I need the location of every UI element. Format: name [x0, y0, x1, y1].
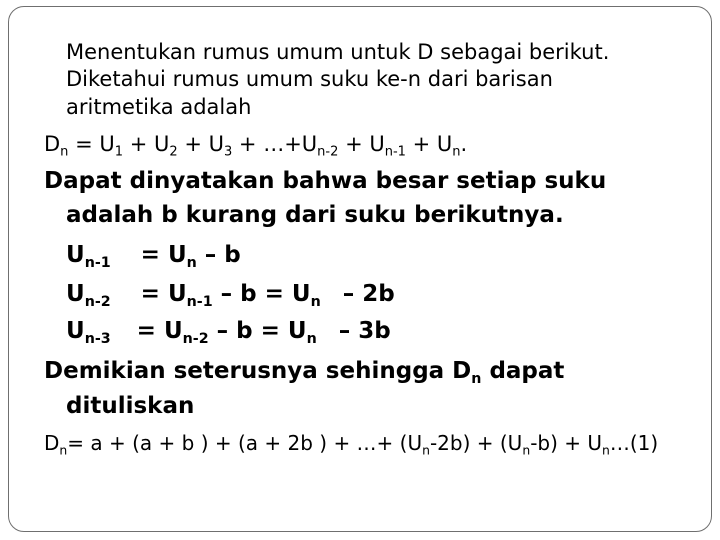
sum-sub-4: n-2 [317, 144, 339, 160]
eq1-u-sub: n-1 [84, 254, 111, 271]
bold-line-3-sub: n [471, 370, 482, 387]
bold-line-2: adalah b kurang dari suku berikutnya. [66, 202, 564, 228]
sum-lhs-sub: n [60, 144, 69, 160]
eq2-u: U [66, 281, 85, 307]
bold-line-1: Dapat dinyatakan bahwa besar setiap suku [44, 168, 607, 194]
eq3-mid: – b = U [208, 318, 307, 344]
equation-3 [66, 318, 391, 347]
sum-plus-2: + U [177, 132, 224, 156]
sum-sub-2: 2 [169, 144, 178, 160]
sum-lhs: D [44, 132, 61, 156]
intro-line-2: Diketahui rumus umum suku ke-n dari barisan [66, 67, 553, 91]
eq3-mid-sub: n [306, 330, 317, 347]
sum-plus-1: + U [123, 132, 170, 156]
eq2-rest: – 2b [342, 281, 395, 307]
final-c: -2b) + (U [429, 431, 523, 455]
final-b: = a + (a + b ) + (a + 2b ) + …+ (U [67, 431, 423, 455]
eq3-eq: = U [136, 318, 183, 344]
equation-1 [66, 242, 241, 271]
bold-line-3-rest: dapat [481, 358, 565, 384]
sum-end: . [460, 132, 468, 156]
final-d: -b) + U [530, 431, 603, 455]
final-equation [44, 431, 659, 458]
final-d-sub: n [602, 442, 610, 458]
eq2-u-sub: n-2 [84, 293, 111, 310]
sum-plus-4: + U [338, 132, 385, 156]
eq3-rest: – 3b [338, 318, 391, 344]
sum-sub-3: 3 [223, 144, 233, 160]
final-a-sub: n [59, 442, 68, 458]
eq1-u: U [66, 242, 85, 268]
final-b-sub: n [422, 442, 430, 458]
bold-line-4: dituliskan [66, 393, 195, 419]
sum-plus-5: + U [405, 132, 453, 156]
final-e: …(1) [609, 431, 659, 455]
sum-sub-1: 1 [114, 144, 124, 160]
eq1-eq-sub: n [186, 254, 197, 271]
eq2-mid: – b = U [212, 281, 311, 307]
eq3-u-sub: n-3 [84, 330, 111, 347]
final-c-sub: n [522, 442, 531, 458]
equation-2 [66, 281, 395, 310]
eq1-eq: = U [140, 242, 187, 268]
eq2-mid-sub: n [310, 293, 321, 310]
final-a: D [44, 431, 60, 455]
sum-sub-6: n [452, 144, 461, 160]
sum-eq: = U [68, 132, 115, 156]
sum-plus-3: + …+U [232, 132, 318, 156]
eq2-eq: = U [140, 281, 187, 307]
eq1-rest: – b [196, 242, 241, 268]
bold-line-3-text: Demikian seterusnya sehingga D [44, 358, 472, 384]
bold-line-3 [44, 358, 565, 387]
sum-equation [44, 132, 468, 160]
intro-line-1: Menentukan rumus umum untuk D sebagai berikut. [66, 40, 610, 64]
eq2-eq-sub: n-1 [186, 293, 213, 310]
eq3-u: U [66, 318, 85, 344]
sum-sub-5: n-1 [384, 144, 406, 160]
eq3-eq-sub: n-2 [182, 330, 209, 347]
intro-line-3: aritmetika adalah [66, 95, 252, 119]
